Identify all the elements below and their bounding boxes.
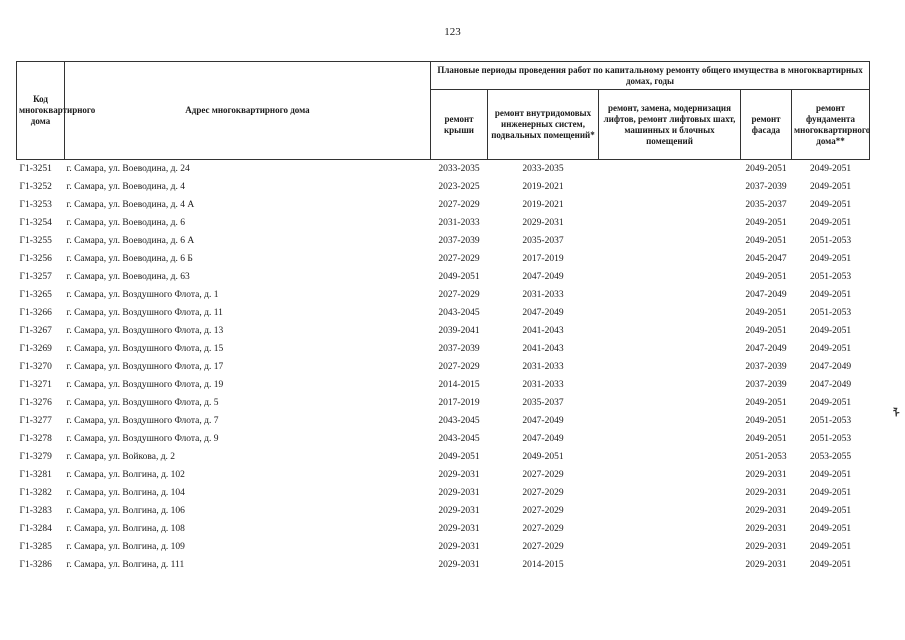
cell-systems: 2019-2021 xyxy=(522,182,564,192)
header-code: Код многоквартирного дома xyxy=(17,62,65,160)
cell-facade: 2049-2051 xyxy=(745,326,787,336)
page-number: 123 xyxy=(444,26,461,38)
table-row xyxy=(17,214,870,232)
cell-facade: 2029-2031 xyxy=(745,560,787,570)
cell-systems: 2033-2035 xyxy=(522,164,564,174)
cell-foundation: 2053-2055 xyxy=(809,452,852,462)
cell-systems: 2031-2033 xyxy=(522,362,564,372)
cell-address: г. Самара, ул. Воздушного Флота, д. 7 xyxy=(66,416,219,426)
cell-elevators xyxy=(599,430,741,448)
cell-roof: 2031-2033 xyxy=(438,218,480,228)
table-row xyxy=(17,520,870,538)
cell-foundation: 2049-2051 xyxy=(809,200,852,210)
table-row xyxy=(17,394,870,412)
cell-address: г. Самара, ул. Воздушного Флота, д. 13 xyxy=(66,326,224,336)
cell-facade: 2049-2051 xyxy=(745,218,787,228)
cell-roof: 2033-2035 xyxy=(438,164,480,174)
header-roof: ремонт крыши xyxy=(431,90,488,160)
cell-foundation: 2049-2051 xyxy=(809,506,852,516)
cell-roof: 2027-2029 xyxy=(438,200,480,210)
cell-elevators xyxy=(599,286,741,304)
cell-foundation: 2049-2051 xyxy=(809,254,852,264)
cell-systems: 2035-2037 xyxy=(522,398,564,408)
cell-roof: 2027-2029 xyxy=(438,290,480,300)
table-body xyxy=(17,160,870,575)
cell-facade: 2035-2037 xyxy=(745,200,787,210)
cell-facade: 2049-2051 xyxy=(745,434,787,444)
cell-facade: 2049-2051 xyxy=(745,398,787,408)
cell-code: Г1-3269 xyxy=(19,344,52,354)
table-header xyxy=(17,62,870,160)
cell-address: г. Самара, ул. Волгина, д. 102 xyxy=(66,470,185,480)
cell-systems: 2017-2019 xyxy=(522,254,564,264)
cell-elevators xyxy=(599,232,741,250)
cell-facade: 2049-2051 xyxy=(745,272,787,282)
cell-foundation: 2049-2051 xyxy=(809,470,852,480)
table-row xyxy=(17,484,870,502)
cell-elevators xyxy=(599,484,741,502)
cell-roof: 2023-2025 xyxy=(438,182,480,192)
cell-code: Г1-3253 xyxy=(19,200,52,210)
cell-facade: 2049-2051 xyxy=(745,236,787,246)
cell-roof: 2027-2029 xyxy=(438,362,480,372)
header-systems: ремонт внутридомовых инженерных систем, подвальных помещений* xyxy=(488,90,599,160)
cell-elevators xyxy=(599,196,741,214)
cell-facade: 2047-2049 xyxy=(745,344,787,354)
cell-systems: 2047-2049 xyxy=(522,434,564,444)
cell-address: г. Самара, ул. Волгина, д. 108 xyxy=(66,524,185,534)
header-foundation: ремонт фундамента многоквартирного дома** xyxy=(792,90,870,160)
table-row xyxy=(17,196,870,214)
cell-facade: 2049-2051 xyxy=(745,308,787,318)
cell-code: Г1-3271 xyxy=(19,380,52,390)
cell-elevators xyxy=(599,340,741,358)
cell-roof: 2029-2031 xyxy=(438,488,480,498)
cell-systems: 2027-2029 xyxy=(522,470,564,480)
cell-address: г. Самара, ул. Воздушного Флота, д. 5 xyxy=(66,398,219,408)
cell-elevators xyxy=(599,250,741,268)
cell-address: г. Самара, ул. Воеводина, д. 4 А xyxy=(66,200,195,210)
cell-code: Г1-3283 xyxy=(19,506,52,516)
cell-code: Г1-3257 xyxy=(19,272,52,282)
cell-address: г. Самара, ул. Войкова, д. 2 xyxy=(66,452,176,462)
cell-code: Г1-3266 xyxy=(19,308,52,318)
cell-facade: 2029-2031 xyxy=(745,542,787,552)
cell-facade: 2047-2049 xyxy=(745,290,787,300)
table-row xyxy=(17,538,870,556)
cell-code: Г1-3279 xyxy=(19,452,52,462)
cell-code: Г1-3281 xyxy=(19,470,52,480)
cell-foundation: 2049-2051 xyxy=(809,326,852,336)
cell-elevators xyxy=(599,376,741,394)
cell-code: Г1-3284 xyxy=(19,524,52,534)
cell-roof: 2029-2031 xyxy=(438,542,480,552)
cell-address: г. Самара, ул. Воздушного Флота, д. 11 xyxy=(66,308,223,318)
header-work-periods: Плановые периоды проведения работ по капитальному ремонту общего имущества в многоквартирных домах, годы xyxy=(431,62,870,90)
cell-facade: 2045-2047 xyxy=(745,254,787,264)
cell-code: Г1-3255 xyxy=(19,236,52,246)
cell-roof: 2049-2051 xyxy=(438,452,480,462)
cell-foundation: 2049-2051 xyxy=(809,542,852,552)
cell-facade: 2029-2031 xyxy=(745,506,787,516)
cell-code: Г1-3277 xyxy=(19,416,52,426)
cell-foundation: 2049-2051 xyxy=(809,488,852,498)
header-address: Адрес многоквартирного дома xyxy=(65,62,431,160)
cell-code: Г1-3278 xyxy=(19,434,52,444)
cell-foundation: 2049-2051 xyxy=(809,182,852,192)
cell-roof: 2043-2045 xyxy=(438,434,480,444)
cell-roof: 2037-2039 xyxy=(438,344,480,354)
cell-code: Г1-3267 xyxy=(19,326,52,336)
cell-elevators xyxy=(599,358,741,376)
cell-foundation: 2049-2051 xyxy=(809,344,852,354)
cell-facade: 2051-2053 xyxy=(745,452,787,462)
cell-systems: 2047-2049 xyxy=(522,272,564,282)
table-row xyxy=(17,430,870,448)
table-row xyxy=(17,358,870,376)
table-row xyxy=(17,556,870,574)
cell-elevators xyxy=(599,448,741,466)
cell-address: г. Самара, ул. Воеводина, д. 63 xyxy=(66,272,190,282)
table-row xyxy=(17,376,870,394)
cell-foundation: 2049-2051 xyxy=(809,218,852,228)
table-row xyxy=(17,250,870,268)
cell-facade: 2037-2039 xyxy=(745,182,787,192)
cell-elevators xyxy=(599,466,741,484)
repair-schedule-table xyxy=(16,61,870,574)
cell-facade: 2049-2051 xyxy=(745,164,787,174)
cell-systems: 2027-2029 xyxy=(522,524,564,534)
table-row xyxy=(17,322,870,340)
cell-facade: 2029-2031 xyxy=(745,524,787,534)
table-row xyxy=(17,178,870,196)
cell-systems: 2031-2033 xyxy=(522,380,564,390)
cell-systems: 2031-2033 xyxy=(522,290,564,300)
cell-code: Г1-3265 xyxy=(19,290,52,300)
cell-foundation: 2051-2053 xyxy=(809,416,852,426)
cell-roof: 2049-2051 xyxy=(438,272,480,282)
table-row xyxy=(17,160,870,179)
table-row xyxy=(17,466,870,484)
cell-facade: 2029-2031 xyxy=(745,488,787,498)
cell-elevators xyxy=(599,394,741,412)
cell-facade: 2037-2039 xyxy=(745,362,787,372)
cell-address: г. Самара, ул. Воеводина, д. 4 xyxy=(66,182,185,192)
cell-foundation: 2047-2049 xyxy=(809,380,852,390)
cell-foundation: 2049-2051 xyxy=(809,398,852,408)
cell-foundation: 2049-2051 xyxy=(809,290,852,300)
cell-systems: 2014-2015 xyxy=(522,560,564,570)
cell-systems: 2041-2043 xyxy=(522,326,564,336)
cell-foundation: 2051-2053 xyxy=(809,236,852,246)
cell-address: г. Самара, ул. Воздушного Флота, д. 9 xyxy=(66,434,219,444)
table-row xyxy=(17,268,870,286)
cell-code: Г1-3251 xyxy=(19,164,52,174)
cell-address: г. Самара, ул. Волгина, д. 106 xyxy=(66,506,185,516)
cell-foundation: 2049-2051 xyxy=(809,164,852,174)
cell-foundation: 2051-2053 xyxy=(809,434,852,444)
cell-address: г. Самара, ул. Волгина, д. 109 xyxy=(66,542,185,552)
cell-elevators xyxy=(599,178,741,196)
table-row xyxy=(17,502,870,520)
cell-code: Г1-3286 xyxy=(19,560,52,570)
table-row xyxy=(17,232,870,250)
cell-roof: 2043-2045 xyxy=(438,308,480,318)
cell-code: Г1-3270 xyxy=(19,362,52,372)
cell-roof: 2029-2031 xyxy=(438,560,480,570)
cell-address: г. Самара, ул. Воеводина, д. 24 xyxy=(66,164,190,174)
cell-roof: 2014-2015 xyxy=(438,380,480,390)
cell-foundation: 2049-2051 xyxy=(809,524,852,534)
cell-code: Г1-3256 xyxy=(19,254,52,264)
cell-systems: 2029-2031 xyxy=(522,218,564,228)
cell-elevators xyxy=(599,214,741,232)
cell-code: Г1-3282 xyxy=(19,488,52,498)
cell-systems: 2041-2043 xyxy=(522,344,564,354)
cell-address: г. Самара, ул. Волгина, д. 104 xyxy=(66,488,185,498)
cell-address: г. Самара, ул. Воеводина, д. 6 Б xyxy=(66,254,193,264)
cell-systems: 2027-2029 xyxy=(522,488,564,498)
table-row xyxy=(17,412,870,430)
cell-address: г. Самара, ул. Воеводина, д. 6 А xyxy=(66,236,195,246)
cell-elevators xyxy=(599,160,741,179)
cell-address: г. Самара, ул. Воздушного Флота, д. 17 xyxy=(66,362,224,372)
cell-systems: 2027-2029 xyxy=(522,506,564,516)
cell-address: г. Самара, ул. Воздушного Флота, д. 19 xyxy=(66,380,224,390)
cell-code: Г1-3285 xyxy=(19,542,52,552)
cell-address: г. Самара, ул. Воеводина, д. 6 xyxy=(66,218,185,228)
cell-code: Г1-3252 xyxy=(19,182,52,192)
cell-roof: 2029-2031 xyxy=(438,506,480,516)
cell-elevators xyxy=(599,412,741,430)
cell-roof: 2039-2041 xyxy=(438,326,480,336)
cell-systems: 2047-2049 xyxy=(522,416,564,426)
table-row xyxy=(17,304,870,322)
cell-systems: 2035-2037 xyxy=(522,236,564,246)
cell-code: Г1-3276 xyxy=(19,398,52,408)
cell-systems: 2049-2051 xyxy=(522,452,564,462)
cell-address: г. Самара, ул. Воздушного Флота, д. 15 xyxy=(66,344,224,354)
cell-foundation: 2047-2049 xyxy=(809,362,852,372)
cell-roof: 2029-2031 xyxy=(438,470,480,480)
cell-elevators xyxy=(599,556,741,574)
cell-facade: 2037-2039 xyxy=(745,380,787,390)
cell-elevators xyxy=(599,322,741,340)
cell-roof: 2027-2029 xyxy=(438,254,480,264)
cell-roof: 2029-2031 xyxy=(438,524,480,534)
cell-roof: 2037-2039 xyxy=(438,236,480,246)
table-row xyxy=(17,286,870,304)
cell-facade: 2049-2051 xyxy=(745,416,787,426)
cell-elevators xyxy=(599,268,741,286)
cell-foundation: 2051-2053 xyxy=(809,272,852,282)
table-row xyxy=(17,448,870,466)
cell-systems: 2027-2029 xyxy=(522,542,564,552)
cell-elevators xyxy=(599,538,741,556)
cell-facade: 2029-2031 xyxy=(745,470,787,480)
cell-elevators xyxy=(599,520,741,538)
header-elevators: ремонт, замена, модернизация лифтов, ремонт лифтовых шахт, машинных и блочных помещений xyxy=(599,90,741,160)
cell-roof: 2043-2045 xyxy=(438,416,480,426)
margin-mark: ᠯ xyxy=(893,408,900,420)
cell-systems: 2047-2049 xyxy=(522,308,564,318)
cell-address: г. Самара, ул. Волгина, д. 111 xyxy=(66,560,185,570)
cell-elevators xyxy=(599,502,741,520)
cell-roof: 2017-2019 xyxy=(438,398,480,408)
cell-foundation: 2051-2053 xyxy=(809,308,852,318)
header-facade: ремонт фасада xyxy=(741,90,792,160)
table-row xyxy=(17,340,870,358)
cell-elevators xyxy=(599,304,741,322)
cell-systems: 2019-2021 xyxy=(522,200,564,210)
cell-address: г. Самара, ул. Воздушного Флота, д. 1 xyxy=(66,290,219,300)
cell-foundation: 2049-2051 xyxy=(809,560,852,570)
cell-code: Г1-3254 xyxy=(19,218,52,228)
